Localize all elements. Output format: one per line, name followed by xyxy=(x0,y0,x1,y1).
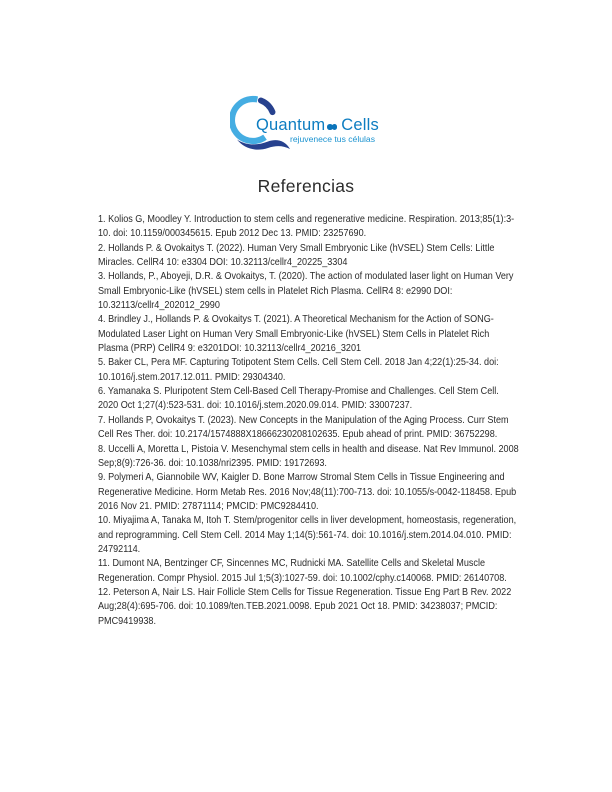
reference-item: 12. Peterson A, Nair LS. Hair Follicle Stem Cells for Tissue Regeneration. Tissue Eng Part B Rev. 2022 Aug;28(4):695-706. doi: 10.1089/ten.TEB.2021.0098. Epub 2021 Oct 18. PMID: 34238037; PMCID: PMC9419938. xyxy=(98,586,512,627)
reference-item: 6. Yamanaka S. Pluripotent Stem Cell-Based Cell Therapy-Promise and Challenges. Cell Stem Cell. 2020 Oct 1;27(4):523-531. doi: 10.1016/j.stem.2020.09.014. PMID: 33007237. xyxy=(98,386,499,412)
brand-tagline: rejuvenece tus células xyxy=(289,133,375,144)
reference-item: 1. Kolios G, Moodley Y. Introduction to stem cells and regenerative medicine. Respiration. 2013;85(1):3-10. doi: 10.1159/000345615. Epub 2012 Dec 13. PMID: 23257690. xyxy=(98,214,515,240)
reference-item: 11. Dumont NA, Bentzinger CF, Sincennes MC, Rudnicki MA. Satellite Cells and Skeletal Muscle Regeneration. Compr Physiol. 2015 Jul 1;5(3):1027-59. doi: 10.1002/cphy.c140068. PMID: 26140708. xyxy=(98,558,507,584)
brand-name xyxy=(256,117,379,134)
brand-name-quantum: Quantum xyxy=(256,116,326,134)
reference-item: 5. Baker CL, Pera MF. Capturing Totipotent Stem Cells. Cell Stem Cell. 2018 Jan 4;22(1):25-34. doi: 10.1016/j.stem.2017.12.011. PMID: 29304340. xyxy=(98,357,499,383)
references-list xyxy=(98,213,521,629)
reference-item: 3. Hollands, P., Aboyeji, D.R. & Ovokaitys, T. (2020). The action of modulated laser light on Human Very Small Embryonic-Like (hVSEL) stem cells in Platelet Rich Plasma. CellR4 8: e2990 DOI: 10.32113/cellr4_202012_2990 xyxy=(98,271,514,312)
infinity-dots-icon xyxy=(327,124,337,130)
quantum-cells-logo xyxy=(230,93,382,171)
reference-item: 7. Hollands P, Ovokaitys T. (2023). New Concepts in the Manipulation of the Aging Process. Curr Stem Cell Res Ther. doi: 10.2174/1574888X18666230208102635. Epub ahead of print. PMID: 36752298. xyxy=(98,414,509,441)
page-title: Referencias xyxy=(257,176,355,196)
brand-name-cells: Cells xyxy=(341,116,379,134)
reference-item: 4. Brindley J., Hollands P. & Ovokaitys T. (2021). A Theoretical Mechanism for the Action of SONG-Modulated Laser Light on Human Very Small Embryonic-Like (hVSEL) Stem Cells in Platelet Rich Plasma (PRP) CellR4 9: e3201DOI: 10.32113/cellr4_20216_3201 xyxy=(98,314,494,355)
reference-item: 2. Hollands P. & Ovokaitys T. (2022). Human Very Small Embryonic Like (hVSEL) Stem Cells: Little Miracles. CellR4 10: e3304 DOI: 10.32113/cellr4_20225_3304 xyxy=(98,242,495,269)
reference-item: 8. Uccelli A, Moretta L, Pistoia V. Mesenchymal stem cells in health and disease. Nat Rev Immunol. 2008 Sep;8(9):726-36. doi: 10.1038/nri2395. PMID: 19172693. xyxy=(98,443,519,469)
reference-item: 10. Miyajima A, Tanaka M, Itoh T. Stem/progenitor cells in liver development, homeostasis, regeneration, and reprogramming. Cell Stem Cell. 2014 May 1;14(5):561-74. doi: 10.1016/j.stem.2014.04.010. PMID: 24792114. xyxy=(98,515,517,555)
reference-item: 9. Polymeri A, Giannobile WV, Kaigler D. Bone Marrow Stromal Stem Cells in Tissue Engineering and Regenerative Medicine. Horm Metab Res. 2016 Nov;48(11):700-713. doi: 10.1055/s-0042-118458. Epub 2016 Nov 21. PMID: 27871114; PMCID: PMC9284410. xyxy=(98,472,517,512)
